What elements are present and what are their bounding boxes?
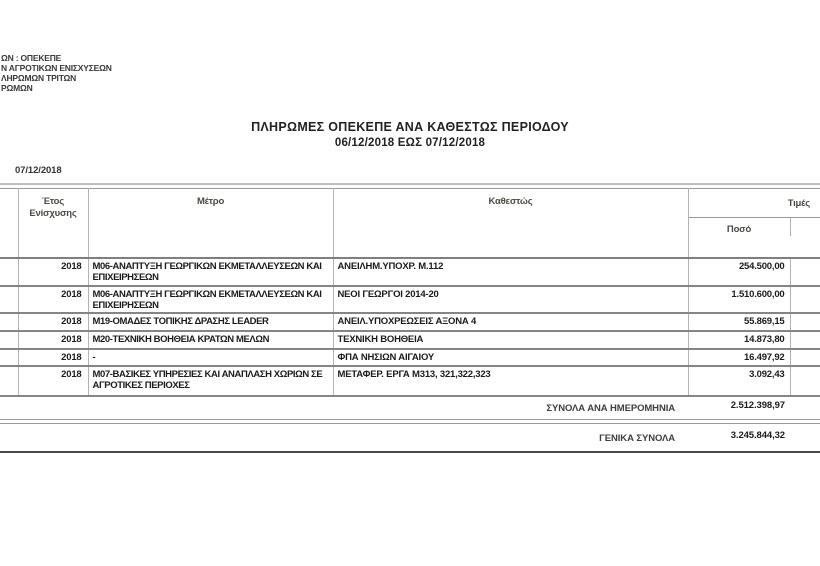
- payments-table-section: [0, 188, 820, 453]
- report-title-period: 06/12/2018 ΕΩΣ 07/12/2018: [334, 137, 486, 149]
- cell-year: 2018: [18, 286, 88, 313]
- subtotal-row: [0, 397, 820, 419]
- cell-amount: 1.510.600,00: [688, 286, 790, 313]
- col-header-amount: Ποσό: [689, 218, 791, 236]
- cell-measure: M06-ΑΝΑΠΤΥΞΗ ΓΕΩΡΓΙΚΩΝ ΕΚΜΕΤΑΛΛΕΥΣΕΩΝ ΚΑΙ ΕΠΙΧΕΙΡΗΣΕΩΝ: [88, 258, 333, 286]
- cell-regime: ΜΕΤΑΦΕΡ. ΕΡΓΑ Μ313, 321,322,323: [333, 366, 688, 396]
- cell-amount: 55.869,15: [688, 313, 790, 331]
- payments-table: [0, 188, 820, 397]
- cell-measure: M07-ΒΑΣΙΚΕΣ ΥΠΗΡΕΣΙΕΣ ΚΑΙ ΑΝΑΠΛΑΣΗ ΧΩΡΙΩΝ ΣΕ ΑΓΡΟΤΙΚΕΣ ΠΕΡΙΟΧΕΣ: [88, 366, 333, 396]
- grand-total-label: ΓΕΝΙΚΑ ΣΥΝΟΛΑ: [599, 432, 675, 444]
- report-title: [0, 120, 820, 149]
- subtotal-amount: 2.512.398,97: [730, 399, 785, 411]
- cell-regime: ΤΕΧΝΙΚΗ ΒΟΗΘΕΙΑ: [333, 331, 688, 349]
- cell-measure: M06-ΑΝΑΠΤΥΞΗ ΓΕΩΡΓΙΚΩΝ ΕΚΜΕΤΑΛΛΕΥΣΕΩΝ ΚΑΙ ΕΠΙΧΕΙΡΗΣΕΩΝ: [88, 286, 333, 313]
- cell-year: 2018: [18, 331, 88, 349]
- date-group-rule: [0, 183, 820, 185]
- org-line-2: Ν ΑΓΡΟΤΙΚΩΝ ΕΝΙΣΧΥΣΕΩΝ: [1, 63, 112, 73]
- cell-measure: M20-ΤΕΧΝΙΚΗ ΒΟΗΘΕΙΑ ΚΡΑΤΩΝ ΜΕΛΩΝ: [88, 331, 333, 349]
- org-line-3: ΛΗΡΩΜΩΝ ΤΡΙΤΩΝ: [1, 73, 77, 83]
- org-line-1: ΩΝ : ΟΠΕΚΕΠΕ: [1, 53, 62, 63]
- cell-amount: 14.873,80: [688, 331, 790, 349]
- table-header-row: [0, 189, 820, 258]
- cell-year: 2018: [18, 366, 88, 396]
- table-row: [0, 331, 820, 349]
- col-header-year: Έτος Ενίσχυσης: [18, 189, 88, 258]
- cell-regime: ΑΝΕΙΛΗΜ.ΥΠΟΧΡ. Μ.112: [333, 258, 688, 286]
- table-row: [0, 313, 820, 331]
- cell-measure: -: [88, 349, 333, 366]
- cell-measure: M19-ΟΜΑΔΕΣ ΤΟΠΙΚΗΣ ΔΡΑΣΗΣ LEADER: [88, 313, 333, 331]
- col-header-clipped-left: [0, 189, 18, 258]
- values-subheader: [689, 218, 820, 236]
- grand-total-row: [0, 424, 820, 451]
- cell-amount: 254.500,00: [688, 258, 790, 286]
- cell-regime: ΦΠΑ ΝΗΣΙΩΝ ΑΙΓΑΙΟΥ: [333, 349, 688, 366]
- cell-year: 2018: [18, 258, 88, 286]
- table-row: [0, 258, 820, 286]
- report-title-line1: ΠΛΗΡΩΜΕΣ ΟΠΕΚΕΠΕ ΑΝΑ ΚΑΘΕΣΤΩΣ ΠΕΡΙΟΔΟΥ: [251, 120, 569, 134]
- col-header-measure: Μέτρο: [88, 189, 333, 258]
- table-row: [0, 349, 820, 366]
- col-header-regime: Καθεστώς: [333, 189, 688, 258]
- col-header-clipped-right: [791, 218, 820, 236]
- date-group-label: 07/12/2018: [15, 165, 62, 176]
- org-line-4: ΡΩΜΩΝ: [1, 83, 33, 93]
- cell-year: 2018: [18, 313, 88, 331]
- cell-regime: ΑΝΕΙΛ.ΥΠΟΧΡΕΩΣΕΙΣ ΑΞΟΝΑ 4: [333, 313, 688, 331]
- cell-amount: 3.092,43: [688, 366, 790, 396]
- grand-total-amount: 3.245.844,32: [730, 429, 785, 441]
- col-header-values-group: [688, 189, 820, 258]
- org-header-block: [1, 53, 112, 93]
- col-header-values-label: Τιμές: [689, 189, 820, 218]
- bottom-rule: [0, 451, 820, 453]
- subtotal-label: ΣΥΝΟΛΑ ΑΝΑ ΗΜΕΡΟΜΗΝΙΑ: [546, 402, 675, 414]
- table-row: [0, 286, 820, 313]
- table-row: [0, 366, 820, 396]
- cell-regime: ΝΕΟΙ ΓΕΩΡΓΟΙ 2014-20: [333, 286, 688, 313]
- cell-year: 2018: [18, 349, 88, 366]
- cell-amount: 16.497,92: [688, 349, 790, 366]
